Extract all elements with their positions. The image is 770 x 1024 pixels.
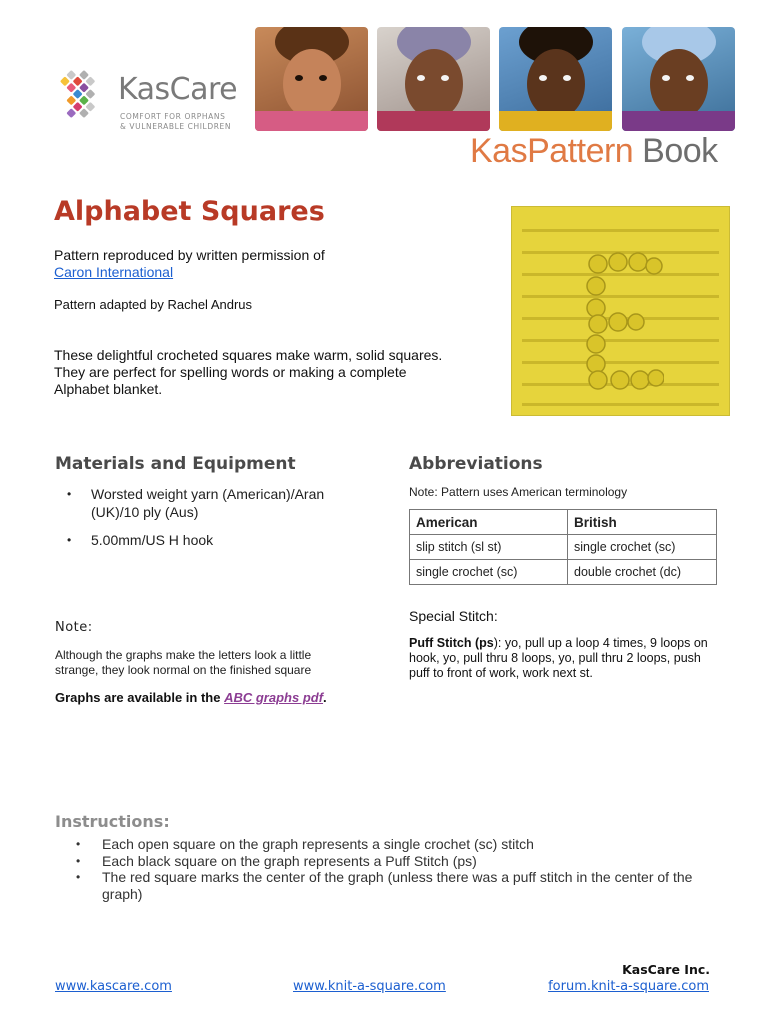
- footer-link-knit-a-square[interactable]: www.knit-a-square.com: [293, 979, 446, 994]
- table-header-row: [410, 510, 717, 535]
- footer-company: KasCare Inc.: [622, 962, 710, 977]
- book-title-book: Book: [642, 132, 718, 170]
- logo-tagline: [120, 112, 231, 132]
- column-header-british: British: [568, 510, 717, 535]
- page-title: Alphabet Squares: [54, 196, 325, 227]
- instructions-heading: Instructions:: [55, 812, 170, 831]
- special-stitch-heading: Special Stitch:: [409, 608, 498, 624]
- list-item: • Each black square on the graph represents a Puff Stitch (ps): [66, 853, 716, 870]
- kascare-logo-icon: [54, 66, 112, 128]
- kascare-logo: [54, 66, 254, 136]
- abc-graphs-pdf-link[interactable]: ABC graphs pdf: [224, 690, 324, 705]
- puff-stitch-name: Puff Stitch (ps: [409, 636, 494, 650]
- footer-link-forum[interactable]: forum.knit-a-square.com: [548, 979, 709, 994]
- child-photo-4: [622, 27, 735, 131]
- abbreviations-table: [409, 509, 717, 585]
- logo-tagline-line1: COMFORT FOR ORPHANS: [120, 112, 226, 121]
- list-item: • Worsted weight yarn (American)/Aran (UK)/10 ply (Aus): [55, 485, 365, 521]
- table-cell: slip stitch (sl st): [410, 535, 568, 560]
- materials-heading: Materials and Equipment: [55, 454, 296, 474]
- graphs-suffix: .: [323, 690, 327, 705]
- book-title-kaspattern: KasPattern: [470, 132, 634, 170]
- logo-name: KasCare: [118, 72, 238, 107]
- instructions-list: [66, 836, 716, 902]
- crocheted-square-image: [511, 206, 730, 416]
- letter-e-puff-stitches: [584, 252, 664, 392]
- list-item: • Each open square on the graph represents a single crochet (sc) stitch: [66, 836, 716, 853]
- materials-list: [55, 485, 365, 549]
- description-text: These delightful crocheted squares make warm, solid squares. They are perfect for spelling words or making a complete Alphabet blanket.: [54, 347, 443, 397]
- table-row: [410, 560, 717, 585]
- list-item: • 5.00mm/US H hook: [55, 531, 365, 549]
- table-cell: single crochet (sc): [568, 535, 717, 560]
- abbreviations-heading: Abbreviations: [409, 454, 543, 474]
- child-photo-1: [255, 27, 368, 131]
- table-cell: double crochet (dc): [568, 560, 717, 585]
- child-photo-3: [499, 27, 612, 131]
- child-photo-2: [377, 27, 490, 131]
- puff-stitch-description: [409, 636, 709, 681]
- graphs-text: Graphs are available in the: [55, 690, 221, 705]
- children-photos: [255, 27, 735, 131]
- permission-paragraph: [54, 247, 374, 281]
- footer-link-kascare[interactable]: www.kascare.com: [55, 979, 172, 994]
- book-title: [470, 132, 718, 171]
- note-text: Although the graphs make the letters look a little strange, they look normal on the finished square: [55, 648, 312, 677]
- terminology-note: Note: Pattern uses American terminology: [409, 485, 628, 499]
- column-header-american: American: [410, 510, 568, 535]
- table-cell: single crochet (sc): [410, 560, 568, 585]
- permission-text: Pattern reproduced by written permission of: [54, 247, 325, 263]
- note-heading: Note:: [55, 620, 93, 635]
- graphs-availability: [55, 690, 327, 705]
- adapted-by-text: Pattern adapted by Rachel Andrus: [54, 297, 253, 312]
- table-row: [410, 535, 717, 560]
- list-item: • The red square marks the center of the graph (unless there was a puff stitch in the center of the graph): [66, 869, 716, 902]
- logo-tagline-line2: & VULNERABLE CHILDREN: [120, 122, 232, 131]
- caron-international-link[interactable]: Caron International: [54, 264, 174, 280]
- puff-stitch-steps: ): yo, pull up a loop 4 times, 9 loops on hook, yo, pull thru 8 loops, yo, pull thru 2 loops, push puff to front of work, work next st.: [409, 636, 708, 680]
